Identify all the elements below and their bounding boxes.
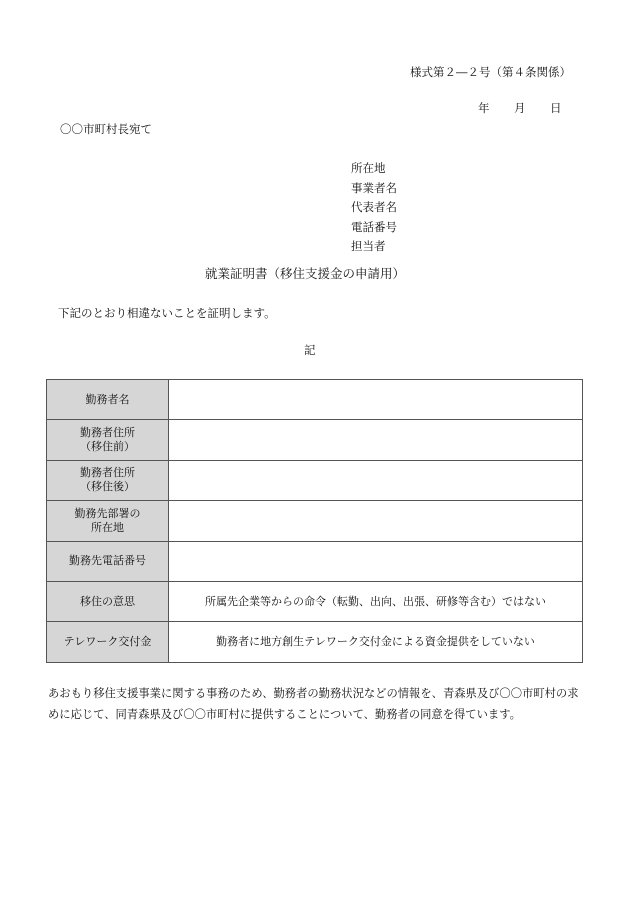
table-row: [47, 501, 583, 541]
row-value-relocation-intent: 所属先企業等からの命令（転勤、出向、出張、研修等含む）ではない: [169, 581, 583, 621]
date-month-label: 月: [514, 101, 526, 115]
row-label-office-phone: 勤務先電話番号: [47, 541, 169, 581]
row-value-address-after[interactable]: [169, 460, 583, 500]
table-row: [47, 460, 583, 500]
row-label-telework-grant: テレワーク交付金: [47, 622, 169, 662]
date-year-label: 年: [478, 101, 490, 115]
row-value-address-before[interactable]: [169, 420, 583, 460]
date-day-label: 日: [550, 101, 562, 115]
row-value-office-location[interactable]: [169, 501, 583, 541]
sender-field-contact: 担当者: [351, 239, 386, 253]
sender-field-company: 事業者名: [351, 180, 397, 195]
sender-block: [351, 159, 397, 257]
ki-heading: 記: [304, 343, 316, 357]
table-row: [47, 581, 583, 621]
addressee: 〇〇市町村長宛て: [60, 122, 152, 136]
row-label-relocation-intent: 移住の意思: [47, 581, 169, 621]
form-number: 様式第２―２号（第４条関係）: [410, 65, 571, 79]
row-value-worker-name[interactable]: [169, 380, 583, 420]
row-label-address-before: 勤務者住所 （移住前）: [47, 420, 169, 460]
consent-paragraph: あおもり移住支援事業に関する事務のため、勤務者の勤務状況などの情報を、青森県及び〇〇市町村の求めに応じて、同青森県及び〇〇市町村に提供することについて、勤務者の同意を得ています。: [48, 687, 579, 721]
row-label-worker-name: 勤務者名: [47, 380, 169, 420]
statement: 下記のとおり相違ないことを証明します。: [58, 306, 276, 320]
sender-field-address: 所在地: [351, 161, 386, 175]
table-row: [47, 380, 583, 420]
row-value-telework-grant: 勤務者に地方創生テレワーク交付金による資金提供をしていない: [169, 622, 583, 662]
table-row: [47, 420, 583, 460]
employment-table: [46, 379, 583, 663]
row-value-office-phone[interactable]: [169, 541, 583, 581]
table-row: [47, 622, 583, 662]
table-row: [47, 541, 583, 581]
sender-field-representative: 代表者名: [351, 200, 397, 214]
sender-field-phone: 電話番号: [351, 219, 397, 234]
date-line: [478, 103, 562, 115]
row-label-office-location: 勤務先部署の 所在地: [47, 501, 169, 541]
row-label-address-after: 勤務者住所 （移住後）: [47, 460, 169, 500]
document-title: 就業証明書（移住支援金の申請用）: [205, 266, 406, 281]
